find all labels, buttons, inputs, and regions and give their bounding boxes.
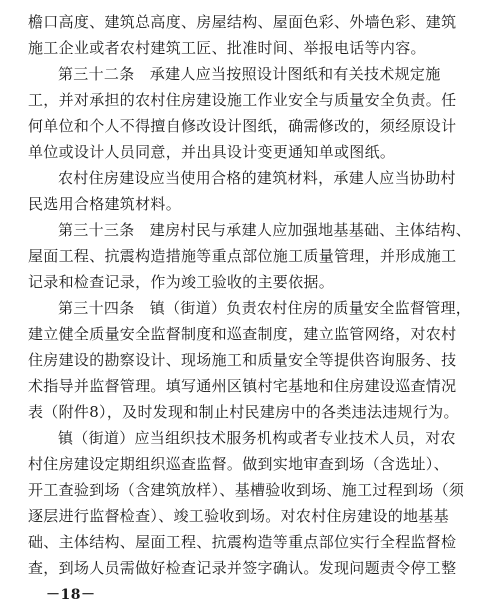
text-line-1: 檐口高度、建筑总高度、房屋结构、屋面色彩、外墙色彩、建筑 [28, 13, 457, 31]
paragraph-materials-line: 农村住房建设应当使用合格的建筑材料，承建人应当协助村 [58, 169, 456, 187]
text-line-16: 表（附件8），及时发现和制止村民建房中的各类违法违规行为。 [28, 403, 459, 421]
text-line-10: 屋面工程、抗震构造措施等重点部位施工质量管理，并形成施工 [28, 247, 457, 265]
text-line-18: 村住房建设定期组织巡查监督。做到实地审查到场（含选址）、 [28, 455, 449, 473]
text-line-13: 建立健全质量安全监督制度和巡查制度，建立监管网络，对农村 [28, 325, 457, 343]
text-line-14: 住房建设的勘察设计、现场施工和质量安全等提供咨询服务、技 [28, 351, 457, 369]
text-line-21: 础、主体结构、屋面工程、抗震构造等重点部位实行全程监督检 [28, 533, 457, 551]
text-line-11: 记录和检查记录，作为竣工验收的主要依据。 [28, 273, 335, 291]
text-line-20: 逐层进行监督检查）、竣工验收到场。对农村住房建设的地基基 [28, 507, 449, 525]
text-line-22: 查，到场人员需做好检查记录并签字确认。发现问题责令停工整 [28, 559, 457, 577]
article-32-heading-line: 第三十二条 承建人应当按照设计图纸和有关技术规定施 [58, 65, 441, 83]
page-number: －18－ [46, 587, 96, 603]
article-34-heading-line: 第三十四条 镇（街道）负责农村住房的质量安全监督管理， [58, 299, 472, 317]
text-line-19: 开工查验到场（含建筑放样）、基槽验收到场、施工过程到场（须 [28, 481, 465, 499]
article-33-heading-line: 第三十三条 建房村民与承建人应加强地基基础、主体结构、 [58, 221, 472, 239]
paragraph-township-line: 镇（街道）应当组织技术服务机构或者专业技术人员，对农 [58, 429, 456, 447]
text-line-8: 民选用合格建筑材料。 [28, 195, 182, 213]
text-line-4: 工，并对承担的农村住房建设施工作业安全与质量安全负责。任 [28, 91, 457, 109]
text-line-5: 何单位和个人不得擅自修改设计图纸，确需修改的，须经原设计 [28, 117, 457, 135]
text-line-15: 术指导并监督管理。填写通州区镇村宅基地和住房建设巡查情况 [28, 377, 457, 395]
text-line-6: 单位或设计人员同意，并出具设计变更通知单或图纸。 [28, 143, 396, 161]
text-line-2: 施工企业或者农村建筑工匠、批准时间、举报电话等内容。 [28, 39, 426, 57]
